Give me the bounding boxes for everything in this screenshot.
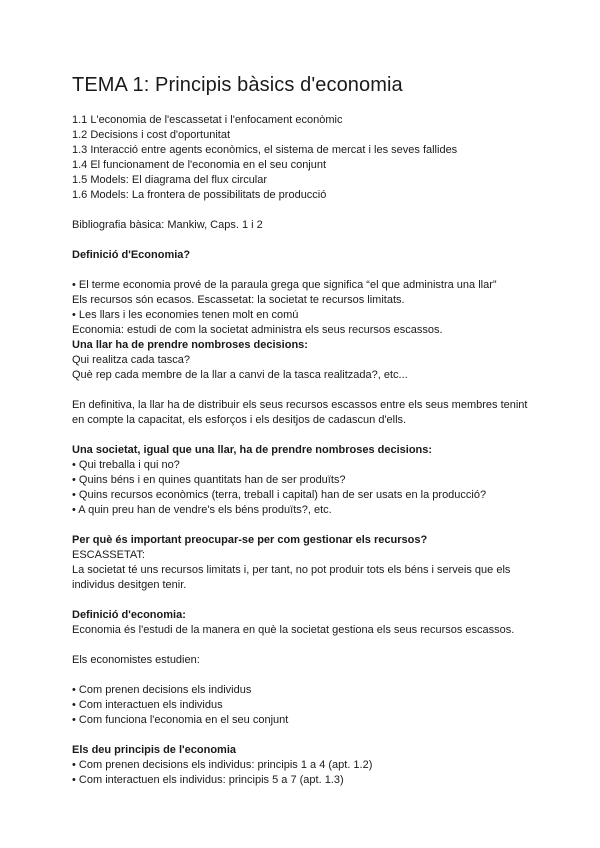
paragraph-line: Economia és l'estudi de la manera en què la societat gestiona els seus recursos escassos. xyxy=(72,624,515,636)
section-heading: Per què és important preocupar-se per com gestionar els recursos? xyxy=(72,534,428,546)
paragraph: En definitiva, la llar ha de distribuir els seus recursos escassos entre els seus membres tenint en compte la capacitat, els esforços i els desitjos de cadascun d'ells. xyxy=(72,399,528,426)
table-of-contents xyxy=(72,113,528,203)
toc-item: 1.2 Decisions i cost d'oportunitat xyxy=(72,129,231,141)
paragraph: La societat té uns recursos limitats i, per tant, no pot produir tots els béns i serveis que els individus desitgen tenir. xyxy=(72,564,511,591)
toc-item: 1.5 Models: El diagrama del flux circular xyxy=(72,174,268,186)
section-heading: Els deu principis de l'economia xyxy=(72,744,236,756)
section-heading: Definició d'Economia? xyxy=(72,249,191,261)
list-item: • Com interactuen els individus: principis 5 a 7 (apt. 1.3) xyxy=(72,774,344,786)
section-heading: Una societat, igual que una llar, ha de prendre nombroses decisions: xyxy=(72,444,433,456)
toc-item: 1.1 L'economia de l'escassetat i l'enfocament econòmic xyxy=(72,114,343,126)
paragraph-line: Els recursos són ecasos. Escassetat: la societat te recursos limitats. xyxy=(72,294,405,306)
paragraph-line: Qui realitza cada tasca? xyxy=(72,354,191,366)
subheading: Una llar ha de prendre nombroses decisions: xyxy=(72,339,308,351)
paragraph-line: Els economistes estudien: xyxy=(72,654,200,666)
page-title: TEMA 1: Principis bàsics d'economia xyxy=(72,74,403,96)
list-item: • Quins recursos econòmics (terra, treball i capital) han de ser usats en la producció? xyxy=(72,489,487,501)
list-item: • A quin preu han de vendre's els béns produïts?, etc. xyxy=(72,504,332,516)
list-item: • Quins béns i en quines quantitats han de ser produïts? xyxy=(72,474,346,486)
toc-item: 1.4 El funcionament de l'economia en el seu conjunt xyxy=(72,159,327,171)
paragraph-line: • Les llars i les economies tenen molt en comú xyxy=(72,309,299,321)
paragraph-line: ESCASSETAT: xyxy=(72,549,145,561)
toc-item: 1.6 Models: La frontera de possibilitats de producció xyxy=(72,189,327,201)
paragraph-line: • El terme economia prové de la paraula grega que significa “el que administra una llar” xyxy=(72,279,497,291)
list-item: • Com prenen decisions els individus: principis 1 a 4 (apt. 1.2) xyxy=(72,759,373,771)
paragraph-line: Economia: estudi de com la societat administra els seus recursos escassos. xyxy=(72,324,443,336)
list-item: • Com interactuen els individus xyxy=(72,699,223,711)
bibliography: Bibliografia bàsica: Mankiw, Caps. 1 i 2 xyxy=(72,219,263,231)
paragraph-line: Què rep cada membre de la llar a canvi de la tasca realitzada?, etc... xyxy=(72,369,408,381)
section-heading: Definició d'economia: xyxy=(72,609,186,621)
toc-item: 1.3 Interacció entre agents econòmics, el sistema de mercat i les seves fallides xyxy=(72,144,458,156)
list-item: • Com funciona l'economia en el seu conjunt xyxy=(72,714,289,726)
list-item: • Com prenen decisions els individus xyxy=(72,684,252,696)
list-item: • Qui treballa i qui no? xyxy=(72,459,180,471)
